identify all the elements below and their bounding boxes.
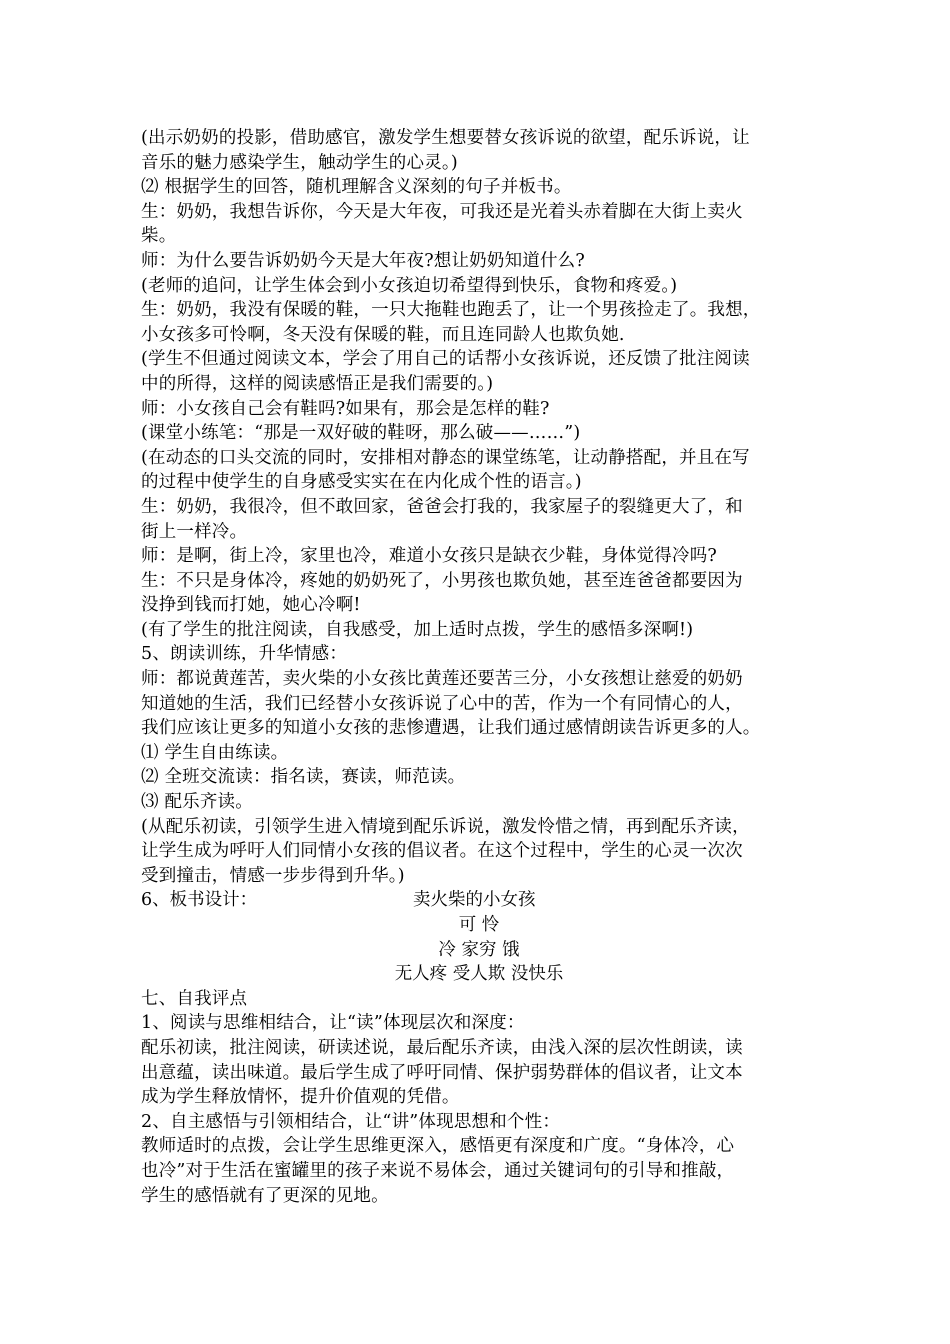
text-line: 教师适时的点拨，会让学生思维更深入，感悟更有深度和广度。“身体冷，心 (141, 1136, 735, 1157)
text-line: 的过程中使学生的自身感受实实在在内化成个性的语言。) (141, 472, 582, 493)
document-body (141, 126, 813, 1208)
text-line: 小女孩多可怜啊，冬天没有保暖的鞋，而且连同龄人也欺负她. (141, 324, 625, 345)
text-line: 生：奶奶，我没有保暖的鞋，一只大拖鞋也跑丢了，让一个男孩捡走了。我想， (141, 300, 761, 321)
board-line-2: 冷 家穷 饿 (438, 939, 520, 960)
text-line: 5、朗读训练，升华情感： (141, 644, 348, 665)
text-line: 街上一样冷。 (141, 521, 248, 542)
text-line: 生：奶奶，我很冷，但不敢回家，爸爸会打我的，我家屋子的裂缝更大了，和 (141, 496, 743, 517)
text-line: 师：小女孩自己会有鞋吗?如果有，那会是怎样的鞋? (141, 398, 550, 419)
text-line: (有了学生的批注阅读，自我感受，加上适时点拨，学生的感悟多深啊!) (141, 619, 694, 640)
text-line: 柴。 (141, 226, 177, 247)
text-line: 生：奶奶，我想告诉你，今天是大年夜，可我还是光着头赤着脚在大街上卖火 (141, 201, 743, 222)
text-line: 知道她的生活，我们已经替小女孩诉说了心中的苦，作为一个有同情心的人， (141, 693, 743, 714)
text-line: (出示奶奶的投影，借助感官，激发学生想要替女孩诉说的欲望，配乐诉说，让 (141, 128, 750, 148)
text-line: 生：不只是身体冷，疼她的奶奶死了，小男孩也欺负她，甚至连爸爸都要因为 (141, 570, 743, 591)
text-line: 成为学生释放情怀，提升价值观的凭借。 (141, 1087, 460, 1108)
text-line: (老师的追问，让学生体会到小女孩迫切希望得到快乐，食物和疼爱。) (141, 275, 678, 296)
text-line: 七、自我评点 (141, 988, 248, 1009)
text-line: 没挣到钱而打她，她心冷啊! (141, 595, 361, 616)
text-line: 我们应该让更多的知道小女孩的悲惨遭遇，让我们通过感情朗读告诉更多的人。 (141, 718, 761, 739)
text-line: 让学生成为呼吁人们同情小女孩的倡议者。在这个过程中，学生的心灵一次次 (141, 841, 743, 862)
text-line: (从配乐初读，引领学生进入情境到配乐诉说，激发怜惜之情，再到配乐齐读， (141, 816, 750, 837)
board-design-row (141, 888, 813, 913)
text-line: (课堂小练笔：“那是一双好破的鞋呀，那么破——……”) (141, 423, 581, 444)
text-line: 师：是啊，街上冷，家里也冷，难道小女孩只是缺衣少鞋，身体觉得冷吗? (141, 546, 717, 567)
text-line: 师：为什么要告诉奶奶今天是大年夜?想让奶奶知道什么? (141, 250, 585, 271)
text-line: 中的所得，这样的阅读感悟正是我们需要的。) (141, 373, 494, 394)
board-design-label: 6、板书设计： (141, 890, 258, 911)
text-line: 2、自主感悟与引领相结合，让“讲”体现思想和个性： (141, 1111, 561, 1132)
text-block-top (141, 126, 813, 888)
text-line: 受到撞击，情感一步步得到升华。) (141, 865, 405, 886)
text-line: ⑴ 学生自由练读。 (141, 742, 289, 763)
text-line: (在动态的口头交流的同时，安排相对静态的课堂练笔，让动静搭配，并且在写 (141, 447, 750, 468)
board-line-3: 无人疼 受人欺 没快乐 (394, 964, 564, 985)
text-line: 出意蕴，读出味道。最后学生成了呼吁同情、保护弱势群体的倡议者，让文本 (141, 1062, 743, 1083)
board-title: 卖火柴的小女孩 (413, 890, 536, 911)
text-line: ⑶ 配乐齐读。 (141, 792, 253, 813)
text-line: ⑵ 根据学生的回答，随机理解含义深刻的句子并板书。 (141, 177, 572, 198)
text-block-bottom (141, 987, 813, 1208)
text-line: ⑵ 全班交流读：指名读，赛读，师范读。 (141, 767, 466, 788)
text-line: (学生不但通过阅读文本，学会了用自己的话帮小女孩诉说，还反馈了批注阅读 (141, 349, 750, 370)
text-line: 1、阅读与思维相结合，让“读”体现层次和深度： (141, 1013, 525, 1034)
text-line: 也冷”对于生活在蜜罐里的孩子来说不易体会，通过关键词句的引导和推敲， (141, 1160, 735, 1181)
board-line-1: 可 怜 (458, 915, 500, 935)
text-line: 音乐的魅力感染学生，触动学生的心灵。) (141, 152, 458, 173)
text-line: 学生的感悟就有了更深的见地。 (141, 1185, 389, 1206)
text-line: 配乐初读，批注阅读，研读述说，最后配乐齐读，由浅入深的层次性朗读，读 (141, 1037, 743, 1058)
text-line: 师：都说黄莲苦，卖火柴的小女孩比黄莲还要苦三分，小女孩想让慈爱的奶奶 (141, 669, 743, 690)
